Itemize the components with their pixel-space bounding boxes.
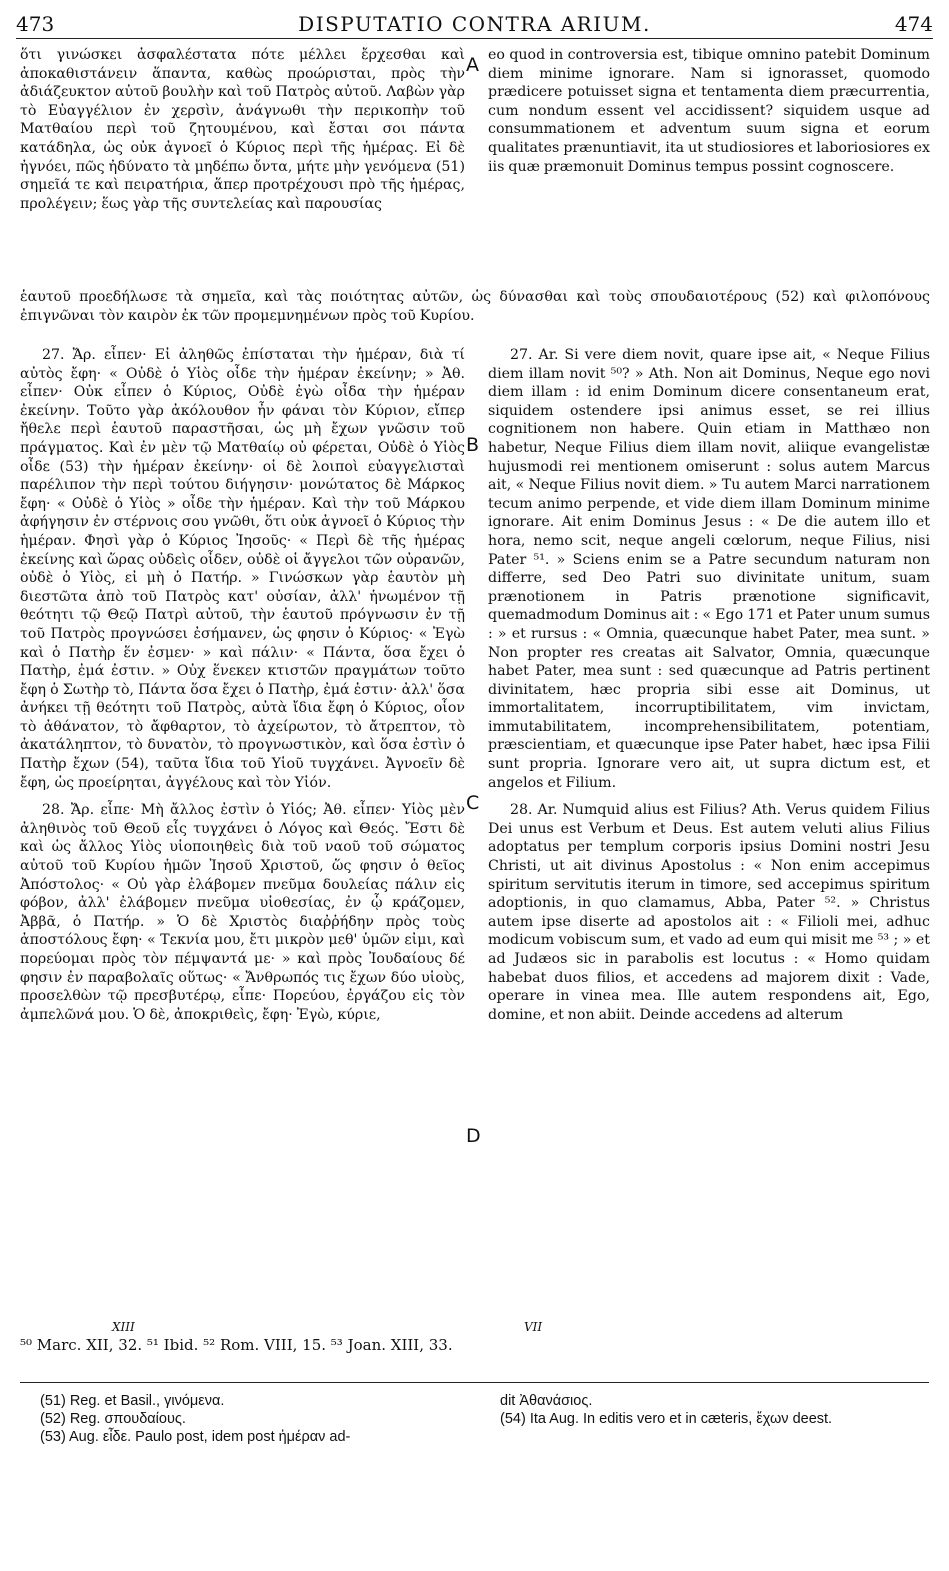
page-number-left: 473 xyxy=(16,12,55,36)
latin-paragraph-opening: eo quod in controversia est, tibique omnino patebit Dominum diem minime ignorare. Nam si ignorasset, quomodo prædicere potuisset signa et tentamenta diem præcurrentia, cum nondum essent vel accidissent? siquidem usque ad consummationem et adventum suum signa et eorum qualitates prænuntiavit, ita ut studiosiores et laboriosiores ex iis quæ præmonuit Dominus tempus possint cognoscere. xyxy=(488,47,930,175)
greek-paragraph-continuation: ἑαυτοῦ προεδήλωσε τὰ σημεῖα, καὶ τὰς ποιότητας αὐτῶν, ὡς δύνασθαι καὶ τοὺς σπουδαιοτέρους (52) καὶ φιλοπόνους ἐπιγνῶναι τὸν καιρὸν ἐκ τῶν προμεμνημένων πρὸς τοῦ Κυρίου. xyxy=(20,289,930,324)
margin-letter-a: A xyxy=(466,54,479,76)
note-51: (51) Reg. et Basil., γινόμενα. xyxy=(40,1393,225,1409)
greek-section-28: 28. Ἄρ. εἶπε· Μὴ ἄλλος ἐστὶν ὁ Υἱός; Ἀθ. εἶπεν· Υἱὸς μὲν ἀληθινὸς τοῦ Θεοῦ εἷς τυγχάνει ὁ Λόγος καὶ Θεός. Ἔστι δὲ καὶ ὡς ἄλλος Υἱὸς υἱοποιηθεὶς διὰ τοῦ ναοῦ τοῦ σώματος αὐτοῦ τοῦ Κυρίου ἡμῶν Ἰησοῦ Χριστοῦ, ὥς φησιν ὁ θεῖος Ἀπόστολος· « Οὐ γὰρ ἐλάβομεν πνεῦμα δουλείας πάλιν εἰς φόβον, ἀλλ' ἐλάβομεν πνεῦμα υἱοθεσίας, ἐν ᾧ κράζομεν, Ἀββᾶ, ὁ Πατήρ. » Ὁ δὲ Χριστὸς διαῤῥήδην πρὸς τοὺς ἀποστόλους ἔφη· « Τεκνία μου, ἔτι μικρὸν μεθ' ὑμῶν εἰμι, καὶ πορεύομαι πρὸς τὸν πέμψαντά με· » καὶ πρὸς Ἰουδαίους δέ φησιν ἐν παραβολαῖς οὕτως· « Ἄνθρωπός τις ἔχων δύο υἱοὺς, προσελθὼν τῷ πρεσβυτέρῳ, εἶπε· Πορεύου, ἐργάζου εἰς τὸν ἀμπελῶνά μου. Ὁ δὲ, ἀποκριθεὶς, ἔφη· Ἐγὼ, κύριε, xyxy=(20,802,465,1023)
greek-column xyxy=(20,46,465,213)
greek-fullwidth-continuation xyxy=(20,288,930,325)
greek-section-27: 27. Ἄρ. εἶπεν· Εἰ ἀληθῶς ἐπίσταται τὴν ἡμέραν, διὰ τί αὐτὸς ἔφη· « Οὐδὲ ὁ Υἱὸς οἶδε τὴν ἡμέραν ἐκείνην; » Ἀθ. εἶπεν· Οὐκ εἶπεν ὁ Κύριος, Οὐδὲ ἐγὼ οἶδα τὴν ἡμέραν ἐκείνην. Τοῦτο γὰρ ἀκόλουθον ἦν φάναι τὸν Κύριον, εἴπερ ἤθελε περὶ ἑαυτοῦ παραστῆσαι, ὡς μὴ ἔχων γνῶσιν τοῦ πράγματος. Καὶ ἐν μὲν τῷ Ματθαίῳ οὐ φέρεται, Οὐδὲ ὁ Υἱὸς οἶδε (53) τὴν ἡμέραν ἐκείνην· οἱ δὲ λοιποὶ εὐαγγελισταὶ παρέλιπον τὴν περὶ τούτου διήγησιν· μονώτατος δὲ Μάρκος ἔφη· « Οὐδὲ ὁ Υἱὸς » οἶδε τὴν ἡμέραν. Καὶ τὴν τοῦ Μάρκου ἀφήγησιν ἐν στέρνοις σου γνῶθι, ὅτι οὐκ ἀγνοεῖ ὁ Κύριος τὴν ἡμέραν. Φησὶ γὰρ ὁ Κύριος Ἰησοῦς· « Περὶ δὲ τῆς ἡμέρας ἐκείνης καὶ ὥρας οὐδεὶς οἶδεν, οὐδὲ οἱ ἄγγελοι τῶν οὐρανῶν, οὐδὲ ὁ Υἱὸς, εἰ μὴ ὁ Πατήρ. » Γινώσκων γὰρ ἑαυτὸν μὴ διεστῶτα ἀπὸ τοῦ Πατρὸς κατ' οὐσίαν, ἀλλ' ἡνωμένον τῇ θεότητι τῷ Θεῷ Πατρὶ αὐτοῦ, τὴν ἑαυτοῦ πρόγνωσιν ἐν τῇ τοῦ Πατρὸς προγνώσει ἐσήμανεν, ὡς φησιν ὁ Κύριος· « Ἐγὼ καὶ ὁ Πατὴρ ἕν ἐσμεν· » καὶ πάλιν· « Πάντα, ὅσα ἔχει ὁ Πατὴρ, ἐμά ἐστιν. » Οὐχ ἕνεκεν κτιστῶν πραγμάτων τοῦτο ἔφη ὁ Σωτὴρ τὸ, Πάντα ὅσα ἔχει ὁ Πατὴρ, ἐμά ἐστιν· ἀλλ' ὅσα ἀνήκει τῇ θεότητι τοῦ Πατρὸς, αὐτὰ ἴδια ἔφη ὁ Κύριος, οἷον τὸ ἀθάνατον, τὸ ἄφθαρτον, τὸ ἀχείρωτον, τὸ ἄτρεπτον, τὸ ἀκατάληπτον, τὸ δυνατὸν, τὸ προγνωστικὸν, καὶ ὅσα ἐστὶν ὁ Πατὴρ ἔχων (54), ταῦτα ἴδια τοῦ Υἱοῦ τυγχάνει. Ἀγνοεῖν δὲ ἔφη, ὡς προείρηται, ἀγγέλους καὶ τὸν Υἱόν. xyxy=(20,347,465,791)
scripture-references xyxy=(20,1320,929,1354)
greek-paragraph-opening: ὅτι γινώσκει ἀσφαλέστατα πότε μέλλει ἔρχεσθαι καὶ ἀποκαθιστάνειν ἅπαντα, καθὼς προώρισται, πρὸς τὴν ἀδιάζευκτον αὐτοῦ βουλὴν καὶ τοῦ Πατρὸς αὐτοῦ. Λαβὼν γὰρ τὸ Εὐαγγέλιον ἐν χερσὶν, ἀνάγνωθι τὴν περικοπὴν τοῦ Ματθαίου περὶ τοῦ ζητουμένου, καὶ ἔσται σοι πάντα κατάδηλα, ὡς οὐκ ἀγνοεῖ ὁ Κύριος περὶ τῆς ἡμέρας. Εἰ δὲ ἠγνόει, πῶς ἠδύνατο τὰ μηδέπω ὄντα, μήτε μὴν γενόμενα (51) σημεῖά τε καὶ πειρατήρια, ἅπερ προτρέχουσι πρὸ τῆς ἡμέρας, προλέγειν; ἕως γὰρ τῆς συντελείας καὶ παρουσίας xyxy=(20,47,465,212)
footnote-divider xyxy=(20,1382,929,1383)
handwritten-correction-2: VII xyxy=(524,1320,543,1334)
note-54: (54) Ita Aug. In editis vero et in cæteris, ἔχων deest. xyxy=(500,1411,833,1427)
note-53: (53) Aug. εἶδε. Paulo post, idem post ἡμέραν ad- xyxy=(40,1429,351,1445)
critical-notes-right xyxy=(500,1392,930,1428)
latin-section-27: 27. Ar. Si vere diem novit, quare ipse ait, « Neque Filius diem illam novit ⁵⁰? » Ath. Non ait Dominus, Neque ego novi diem illam : id enim Dominum dicere consentaneum erat, siquidem ostendere ipsi animus esset, se rei illius cognitionem non habere. Quin etiam in Matthæo non habetur, Neque Filius diem illam novit, aliique evangelistæ hujusmodi rei mentionem omiserunt : solus autem Marcus ait, « Neque Filius novit diem. » Tu autem Marci narrationem tecum animo perpende, et vide diem illam Dominum minime ignorare. Ait enim Dominus Jesus : « De die autem illo et hora, nemo scit, neque angeli cœlorum, neque Filius, nisi Pater ⁵¹. » Sciens enim se a Patre secundum naturam non differre, sed Deo Patri suo divinitate unitum, suam prænotionem in Patris prænotione significavit, quemadmodum Dominus ait : « Ego 171 et Pater unum sumus : » et rursus : « Omnia, quæcunque habet Pater, mea sunt. » Non propter res creatas ait Salvator, Omnia, quæcunque habet Pater, mea sunt : sed quæcunque ad Patris pertinent divinitatem, hæc propria sibi esse ait Dominus, ut immortalitatem, incorruptibilitatem, vim invictam, immutabilitatem, incomprehensibilitatem, potentiam, præscientiam, et quæcunque ipse Pater habet, hæc ipsa Filii sunt propria. Ignorare vero ait, ut supra dictum est, et angelos et Filium. xyxy=(488,347,930,791)
scripture-references-line: ⁵⁰ Marc. XII, 32. ⁵¹ Ibid. ⁵² Rom. VIII, 15. ⁵³ Joan. XIII, 33. xyxy=(20,1336,453,1354)
latin-column-lower xyxy=(488,346,930,1024)
note-53-continuation: dit Ἀθανάσιος. xyxy=(500,1393,593,1409)
running-header xyxy=(16,8,933,39)
greek-column-lower xyxy=(20,346,465,1024)
note-52: (52) Reg. σπουδαίους. xyxy=(40,1411,186,1427)
page-number-right: 474 xyxy=(894,12,933,36)
margin-letter-b: B xyxy=(466,434,480,456)
margin-letter-c: C xyxy=(466,792,480,814)
margin-letter-d: D xyxy=(466,1125,481,1147)
handwritten-correction-1: XIII xyxy=(112,1320,135,1334)
latin-section-28: 28. Ar. Numquid alius est Filius? Ath. Verus quidem Filius Dei unus est Verbum et Deus. Est autem veluti alius Filius adoptatus per templum corporis ipsius Domini nostri Jesu Christi, ut ait divinus Apostolus : « Non enim accepimus spiritum servitutis iterum in timore, sed accepimus spiritum adoptionis, in quo clamamus, Abba, Pater ⁵². » Christus autem ipse diserte ad apostolos ait : « Filioli mei, adhuc modicum vobiscum sum, et vado ad eum qui misit me ⁵³ ; » et ad Judæos sic in parabolis est locutus : « Homo quidam habebat duos filios, et accedens ad majorem dixit : Vade, operare in vinea mea. Ille autem respondens ait, Ego, domine, et non abiit. Deinde accedens ad alterum xyxy=(488,802,930,1023)
page-title: DISPUTATIO CONTRA ARIUM. xyxy=(298,12,651,36)
latin-column xyxy=(488,46,930,176)
critical-notes-left xyxy=(40,1392,460,1446)
